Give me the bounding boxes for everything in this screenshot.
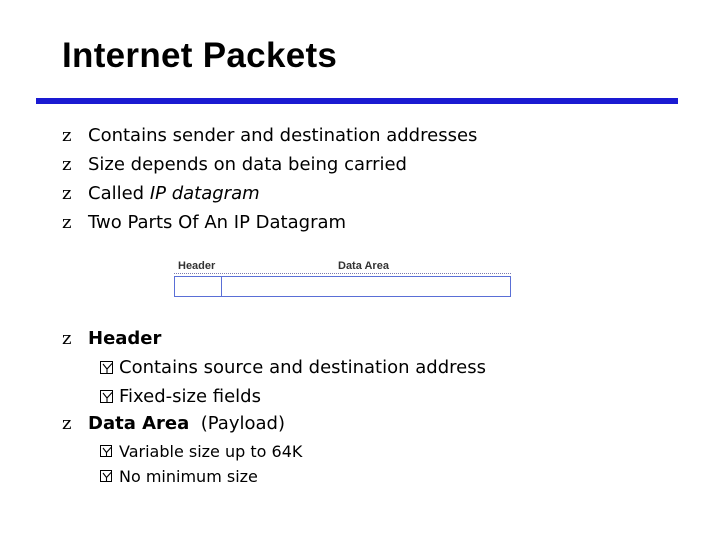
diagram-header-label: Header [178,260,216,272]
header-data-divider [221,277,222,296]
sub-bullet-text: Fixed-size fields [119,386,261,407]
bullet-text: Size depends on data being carried [88,154,407,175]
section-label: Header [88,328,162,349]
sub-bullet-text: Contains source and destination address [119,357,486,378]
sub-bullet-text: Variable size up to 64K [119,442,303,461]
bullet-text: Two Parts Of An IP Datagram [88,212,347,233]
bullet-marker-icon: z [62,212,72,233]
bullet-marker-icon: z [62,413,72,434]
diagram-data-label: Data Area [338,260,389,272]
bullet-text [88,183,260,205]
title-divider [36,98,678,104]
datagram-bar [174,276,511,297]
checkbox-marker-icon [100,390,113,403]
diagram-label-guide [174,273,511,274]
checkbox-marker-icon [100,445,112,457]
section-note: (Payload) [200,413,285,434]
bullet-text-emphasis: IP datagram [149,183,260,204]
section-label: Data Area [88,413,190,434]
checkbox-marker-icon [100,361,113,374]
checkbox-marker-icon [100,470,112,482]
bullet-marker-icon: z [62,125,72,146]
datagram-diagram [174,259,511,299]
bullet-marker-icon: z [62,328,72,349]
sub-bullet-text: No minimum size [119,467,258,486]
slide-title: Internet Packets [62,36,338,75]
bullet-marker-icon: z [62,154,72,175]
bullet-text-prefix: Called [88,183,150,204]
bullet-text: Contains sender and destination addresses [88,125,478,146]
bullet-marker-icon: z [62,183,72,204]
